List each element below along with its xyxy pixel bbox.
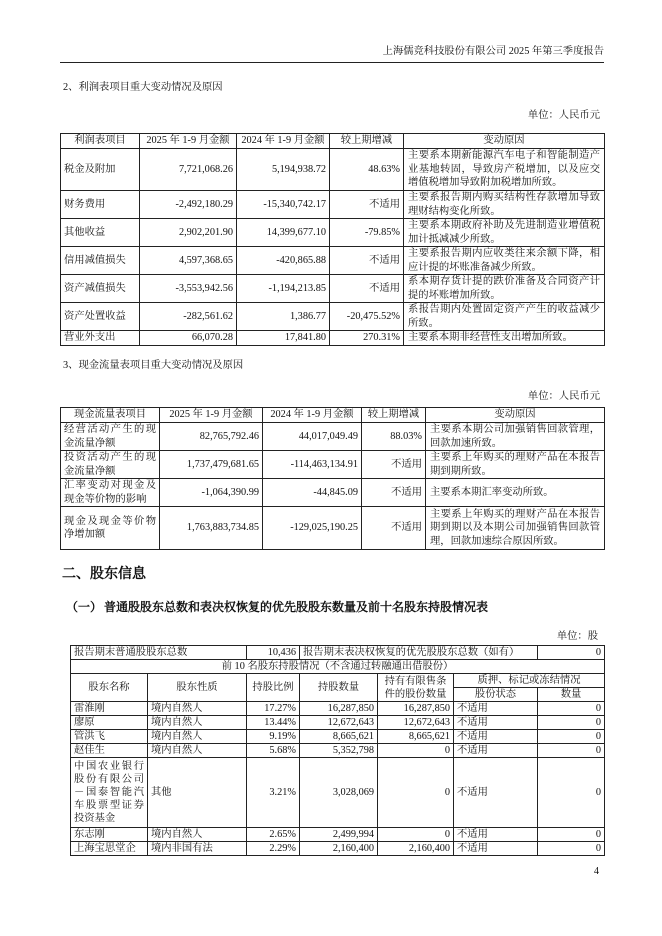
income-col-2024-header: 2024 年 1-9 月金额 — [237, 134, 330, 149]
shareholder-section-heading: 二、股东信息 — [62, 567, 146, 582]
cashflow-amount-2024-cell: -129,025,190.25 — [263, 507, 362, 550]
cashflow-amount-2025-cell: -1,064,390.99 — [160, 479, 263, 507]
preferred-holders-total-value: 0 — [538, 646, 605, 660]
income-amount-2024-cell: -1,194,213.85 — [237, 275, 330, 303]
cashflow-table-row — [61, 451, 605, 479]
holding-shares-cell: 5,352,798 — [300, 744, 378, 758]
income-change-cell: 不适用 — [330, 247, 404, 275]
top10-caption: 前 10 名股东持股情况（不含通过转融通出借股份） — [71, 660, 605, 674]
holding-shares-cell: 16,287,850 — [300, 702, 378, 716]
cashflow-col-reason-header: 变动原因 — [426, 408, 605, 423]
pledge-status-cell: 不适用 — [454, 702, 538, 716]
top10-caption-row — [71, 660, 605, 674]
holder-nature-cell: 境内非国有法 — [148, 842, 247, 856]
restricted-shares-cell: 0 — [378, 744, 454, 758]
cashflow-table-row — [61, 479, 605, 507]
cashflow-section-title: 3、现金流量表项目重大变动情况及原因 — [63, 360, 244, 371]
shareholder-row — [71, 842, 605, 856]
income-change-cell: -79.85% — [330, 219, 404, 247]
col-restricted-shares-header: 持有有限售条件的股份数量 — [378, 674, 454, 702]
holder-nature-cell: 境内自然人 — [148, 702, 247, 716]
restricted-shares-cell: 2,160,400 — [378, 842, 454, 856]
cashflow-change-cell: 不适用 — [362, 451, 426, 479]
shareholder-subheading-number: （一） — [66, 600, 103, 614]
income-item-cell: 资产减值损失 — [61, 275, 140, 303]
cashflow-amount-2025-cell: 1,763,883,734.85 — [160, 507, 263, 550]
income-unit-label: 单位：人民币元 — [527, 110, 600, 121]
income-table-header-row — [61, 134, 605, 149]
holder-name-cell: 中国农业银行股份有限公司－国泰智能汽车股票型证券投资基金 — [71, 758, 148, 828]
holder-nature-cell: 境内自然人 — [148, 730, 247, 744]
shareholder-row — [71, 828, 605, 842]
income-item-cell: 财务费用 — [61, 191, 140, 219]
cashflow-col-2024-header: 2024 年 1-9 月金额 — [263, 408, 362, 423]
income-table-row — [61, 331, 605, 346]
income-reason-cell: 系报告期内处置固定资产产生的收益减少所致。 — [404, 303, 605, 331]
pledge-quantity-cell: 0 — [538, 716, 605, 730]
income-amount-2025-cell: 7,721,068.26 — [140, 149, 237, 191]
cashflow-change-cell: 不适用 — [362, 479, 426, 507]
holding-shares-cell: 2,499,994 — [300, 828, 378, 842]
holder-name-cell: 东志刚 — [71, 828, 148, 842]
cashflow-table-header-row — [61, 408, 605, 423]
pledge-status-cell: 不适用 — [454, 758, 538, 828]
holding-ratio-cell: 17.27% — [247, 702, 300, 716]
holder-nature-cell: 境内自然人 — [148, 828, 247, 842]
income-table-row — [61, 149, 605, 191]
header-rule — [60, 62, 604, 63]
cashflow-unit-label: 单位：人民币元 — [527, 391, 600, 402]
shareholder-header-row — [71, 674, 605, 688]
cashflow-col-2025-header: 2025 年 1-9 月金额 — [160, 408, 263, 423]
shareholder-row — [71, 758, 605, 828]
holder-name-cell: 雷淮刚 — [71, 702, 148, 716]
cashflow-reason-cell: 主要系上年购买的理财产品在本报告期到期所致。 — [426, 451, 605, 479]
income-amount-2025-cell: 2,902,201.90 — [140, 219, 237, 247]
pledge-status-cell: 不适用 — [454, 730, 538, 744]
cashflow-table-row — [61, 507, 605, 550]
cashflow-change-cell: 不适用 — [362, 507, 426, 550]
income-table-row — [61, 247, 605, 275]
income-table-row — [61, 219, 605, 247]
col-holder-name-header: 股东名称 — [71, 674, 148, 702]
cashflow-item-cell: 经营活动产生的现金流量净额 — [61, 423, 160, 451]
holder-nature-cell: 境内自然人 — [148, 716, 247, 730]
cashflow-reason-cell: 主要系上年购买的理财产品在本报告期到期以及本期公司加强销售回款管理，回款加速综合原因所致。 — [426, 507, 605, 550]
pledge-quantity-cell: 0 — [538, 828, 605, 842]
income-amount-2025-cell: -2,492,180.29 — [140, 191, 237, 219]
restricted-shares-cell: 8,665,621 — [378, 730, 454, 744]
cashflow-item-cell: 投资活动产生的现金流量净额 — [61, 451, 160, 479]
cashflow-item-cell: 现金及现金等价物净增加额 — [61, 507, 160, 550]
holding-ratio-cell: 2.29% — [247, 842, 300, 856]
income-change-cell: 48.63% — [330, 149, 404, 191]
income-reason-cell: 系本期存货计提的跌价准备及合同资产计提的坏账增加所致。 — [404, 275, 605, 303]
pledge-status-cell: 不适用 — [454, 716, 538, 730]
income-section-title: 2、利润表项目重大变动情况及原因 — [63, 82, 223, 93]
holding-shares-cell: 12,672,643 — [300, 716, 378, 730]
income-reason-cell: 主要系本期新能源汽车电子和智能制造产业基地转固，导致房产税增加，以及应交增值税增加导致附加税增加所致。 — [404, 149, 605, 191]
holding-ratio-cell: 9.19% — [247, 730, 300, 744]
shareholder-row — [71, 702, 605, 716]
holding-ratio-cell: 3.21% — [247, 758, 300, 828]
income-amount-2025-cell: -3,553,942.56 — [140, 275, 237, 303]
shareholder-row — [71, 730, 605, 744]
income-amount-2025-cell: 66,070.28 — [140, 331, 237, 346]
pledge-status-cell: 不适用 — [454, 744, 538, 758]
holder-nature-cell: 境内自然人 — [148, 744, 247, 758]
pledge-status-cell: 不适用 — [454, 828, 538, 842]
income-amount-2025-cell: 4,597,368.65 — [140, 247, 237, 275]
cashflow-item-cell: 汇率变动对现金及现金等价物的影响 — [61, 479, 160, 507]
income-amount-2024-cell: -420,865.88 — [237, 247, 330, 275]
holder-nature-cell: 其他 — [148, 758, 247, 828]
pledge-quantity-cell: 0 — [538, 842, 605, 856]
cashflow-amount-2025-cell: 82,765,792.46 — [160, 423, 263, 451]
income-col-item-header: 利润表项目 — [61, 134, 140, 149]
top-shareholders-table — [70, 645, 605, 856]
income-amount-2024-cell: 14,399,677.10 — [237, 219, 330, 247]
holder-name-cell: 赵佳生 — [71, 744, 148, 758]
cashflow-table-row — [61, 423, 605, 451]
income-table-row — [61, 191, 605, 219]
income-amount-2024-cell: -15,340,742.17 — [237, 191, 330, 219]
holding-ratio-cell: 13.44% — [247, 716, 300, 730]
holding-shares-cell: 8,665,621 — [300, 730, 378, 744]
cashflow-amount-2024-cell: -114,463,134.91 — [263, 451, 362, 479]
restricted-shares-cell: 12,672,643 — [378, 716, 454, 730]
restricted-shares-cell: 16,287,850 — [378, 702, 454, 716]
col-pledge-group-header: 质押、标记或冻结情况 — [454, 674, 605, 688]
shareholder-subheading-title: 普通股股东总数和表决权恢复的优先股股东数量及前十名股东持股情况表 — [104, 600, 489, 614]
income-amount-2025-cell: -282,561.62 — [140, 303, 237, 331]
holding-shares-cell: 3,028,069 — [300, 758, 378, 828]
col-holding-ratio-header: 持股比例 — [247, 674, 300, 702]
income-change-cell: 270.31% — [330, 331, 404, 346]
income-reason-cell: 主要系本期政府补助及先进制造业增值税加计抵减减少所致。 — [404, 219, 605, 247]
income-col-change-header: 较上期增减 — [330, 134, 404, 149]
cashflow-col-item-header: 现金流量表项目 — [61, 408, 160, 423]
income-item-cell: 营业外支出 — [61, 331, 140, 346]
income-table-row — [61, 275, 605, 303]
col-holding-shares-header: 持股数量 — [300, 674, 378, 702]
pledge-quantity-cell: 0 — [538, 702, 605, 716]
holding-ratio-cell: 5.68% — [247, 744, 300, 758]
holder-name-cell: 上海宝思堂企 — [71, 842, 148, 856]
common-holders-total-value: 10,436 — [247, 646, 300, 660]
cashflow-amount-2025-cell: 1,737,479,681.65 — [160, 451, 263, 479]
income-reason-cell: 主要系报告期内应收类往来余额下降，相应计提的坏账准备减少所致。 — [404, 247, 605, 275]
holding-shares-cell: 2,160,400 — [300, 842, 378, 856]
cashflow-change-cell: 88.03% — [362, 423, 426, 451]
income-item-cell: 信用减值损失 — [61, 247, 140, 275]
col-pledge-status-header: 股份状态 — [454, 688, 538, 702]
cashflow-reason-cell: 主要系本期汇率变动所致。 — [426, 479, 605, 507]
income-change-cell: -20,475.52% — [330, 303, 404, 331]
income-reason-cell: 主要系报告期内购买结构性存款增加导致理财结构变化所致。 — [404, 191, 605, 219]
income-item-cell: 税金及附加 — [61, 149, 140, 191]
income-item-cell: 资产处置收益 — [61, 303, 140, 331]
shareholder-summary-row — [71, 646, 605, 660]
cashflow-reason-cell: 主要系本期公司加强销售回款管理，回款加速所致。 — [426, 423, 605, 451]
restricted-shares-cell: 0 — [378, 828, 454, 842]
income-change-table — [60, 133, 605, 346]
shareholder-unit-label: 单位：股 — [556, 631, 598, 642]
col-holder-nature-header: 股东性质 — [148, 674, 247, 702]
page-number: 4 — [593, 866, 599, 877]
income-change-cell: 不适用 — [330, 191, 404, 219]
cashflow-change-table — [60, 407, 605, 550]
holding-ratio-cell: 2.65% — [247, 828, 300, 842]
income-amount-2024-cell: 17,841.80 — [237, 331, 330, 346]
holder-name-cell: 管洪飞 — [71, 730, 148, 744]
income-amount-2024-cell: 1,386.77 — [237, 303, 330, 331]
income-item-cell: 其他收益 — [61, 219, 140, 247]
pledge-quantity-cell: 0 — [538, 744, 605, 758]
cashflow-amount-2024-cell: -44,845.09 — [263, 479, 362, 507]
col-pledge-quantity-header: 数量 — [538, 688, 605, 702]
income-amount-2024-cell: 5,194,938.72 — [237, 149, 330, 191]
cashflow-amount-2024-cell: 44,017,049.49 — [263, 423, 362, 451]
holder-name-cell: 廖原 — [71, 716, 148, 730]
income-col-reason-header: 变动原因 — [404, 134, 605, 149]
common-holders-total-label: 报告期末普通股股东总数 — [71, 646, 247, 660]
pledge-quantity-cell: 0 — [538, 758, 605, 828]
pledge-status-cell: 不适用 — [454, 842, 538, 856]
preferred-holders-total-label: 报告期末表决权恢复的优先股股东总数（如有） — [300, 646, 538, 660]
restricted-shares-cell: 0 — [378, 758, 454, 828]
income-reason-cell: 主要系本期非经营性支出增加所致。 — [404, 331, 605, 346]
report-header-title: 上海儒竞科技股份有限公司 2025 年第三季度报告 — [382, 46, 604, 57]
shareholder-row — [71, 716, 605, 730]
shareholder-row — [71, 744, 605, 758]
cashflow-col-change-header: 较上期增减 — [362, 408, 426, 423]
income-table-row — [61, 303, 605, 331]
income-col-2025-header: 2025 年 1-9 月金额 — [140, 134, 237, 149]
income-change-cell: 不适用 — [330, 275, 404, 303]
pledge-quantity-cell: 0 — [538, 730, 605, 744]
